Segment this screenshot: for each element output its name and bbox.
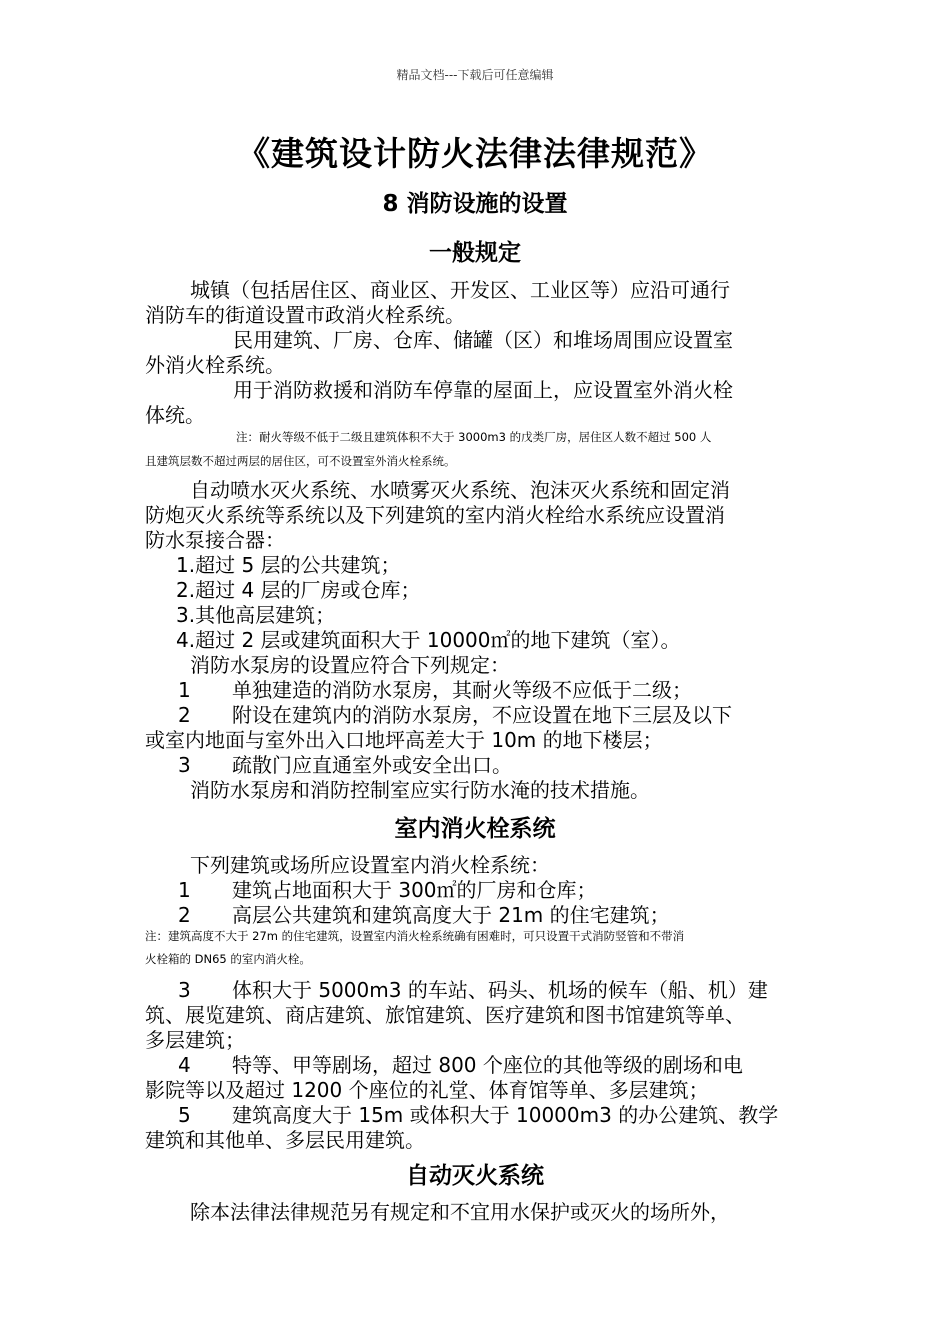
chapter-heading: 8 消防设施的设置 bbox=[382, 191, 568, 217]
item-text: 疏散门应直通室外或安全出口。 bbox=[232, 753, 512, 777]
document-title: 《建筑设计防火法律法律规范》 bbox=[237, 134, 713, 173]
list-item: 2.超过 4 层的厂房或仓库； bbox=[176, 578, 421, 602]
item-text: 体积大于 5000m3 的车站、码头、机场的候车（船、机）建 bbox=[232, 978, 768, 1002]
section-heading-auto: 自动灭火系统 bbox=[406, 1163, 544, 1189]
paragraph: 防水泵接合器： bbox=[145, 528, 285, 552]
paragraph: 外消火栓系统。 bbox=[145, 353, 285, 377]
page-header: 精品文档---下载后可任意编辑 bbox=[396, 68, 554, 82]
section-heading-hydrant: 室内消火栓系统 bbox=[394, 816, 556, 842]
paragraph: 体统。 bbox=[145, 403, 205, 427]
item-number: 2 bbox=[178, 703, 191, 727]
list-item bbox=[178, 899, 670, 928]
note: 火栓箱的 DN65 的室内消火栓。 bbox=[145, 952, 311, 966]
item-number: 1 bbox=[178, 878, 191, 902]
paragraph: 民用建筑、厂房、仓库、储罐（区）和堆场周围应设置室 bbox=[233, 328, 733, 352]
list-item-continuation: 多层建筑； bbox=[145, 1028, 245, 1052]
item-text: 单独建造的消防水泵房，其耐火等级不应低于二级； bbox=[232, 678, 692, 702]
item-number: 5 bbox=[178, 1103, 191, 1127]
item-number: 1 bbox=[178, 678, 191, 702]
paragraph: 自动喷水灭火系统、水喷雾灭火系统、泡沫灭火系统和固定消 bbox=[190, 478, 730, 502]
note: 注：耐火等级不低于二级且建筑体积不大于 3000m3 的戊类厂房，居住区人数不超过 500 人 bbox=[236, 430, 712, 444]
paragraph: 用于消防救援和消防车停靠的屋面上，应设置室外消火栓 bbox=[233, 378, 733, 402]
paragraph: 消防水泵房的设置应符合下列规定： bbox=[190, 653, 510, 677]
paragraph: 城镇（包括居住区、商业区、开发区、工业区等）应沿可通行 bbox=[190, 278, 730, 302]
item-text: 建筑高度大于 15m 或体积大于 10000m3 的办公建筑、教学 bbox=[232, 1103, 779, 1127]
item-number: 4 bbox=[178, 1053, 191, 1077]
paragraph: 除本法律法律规范另有规定和不宜用水保护或灭火的场所外， bbox=[190, 1200, 730, 1224]
item-number: 3 bbox=[178, 978, 191, 1002]
list-item-continuation: 筑、展览建筑、商店建筑、旅馆建筑、医疗建筑和图书馆建筑等单、 bbox=[145, 1003, 745, 1027]
item-number: 2 bbox=[178, 903, 191, 927]
item-text: 建筑占地面积大于 300㎡的厂房和仓库； bbox=[232, 878, 597, 902]
paragraph: 消防车的街道设置市政消火栓系统。 bbox=[145, 303, 465, 327]
list-item-continuation: 影院等以及超过 1200 个座位的礼堂、体育馆等单、多层建筑； bbox=[145, 1078, 709, 1102]
item-text: 附设在建筑内的消防水泵房，不应设置在地下三层及以下 bbox=[232, 703, 732, 727]
item-text: 特等、甲等剧场，超过 800 个座位的其他等级的剧场和电 bbox=[232, 1053, 743, 1077]
list-item-continuation: 或室内地面与室外出入口地坪高差大于 10m 的地下楼层； bbox=[145, 728, 663, 752]
section-heading-general: 一般规定 bbox=[429, 240, 521, 266]
list-item: 3.其他高层建筑； bbox=[176, 603, 336, 627]
note: 注：建筑高度不大于 27m 的住宅建筑，设置室内消火栓系统确有困难时，可只设置干式消防竖管和不带消 bbox=[145, 929, 685, 943]
paragraph: 消防水泵房和消防控制室应实行防水淹的技术措施。 bbox=[190, 778, 650, 802]
item-number: 3 bbox=[178, 753, 191, 777]
paragraph: 下列建筑或场所应设置室内消火栓系统： bbox=[190, 853, 550, 877]
note: 且建筑层数不超过两层的居住区，可不设置室外消火栓系统。 bbox=[145, 454, 456, 468]
list-item: 4.超过 2 层或建筑面积大于 10000㎡的地下建筑（室）。 bbox=[176, 628, 681, 652]
paragraph: 防炮灭火系统等系统以及下列建筑的室内消火栓给水系统应设置消 bbox=[145, 503, 725, 527]
item-text: 高层公共建筑和建筑高度大于 21m 的住宅建筑； bbox=[232, 903, 670, 927]
list-item: 1.超过 5 层的公共建筑； bbox=[176, 553, 401, 577]
list-item-continuation: 建筑和其他单、多层民用建筑。 bbox=[145, 1128, 425, 1152]
